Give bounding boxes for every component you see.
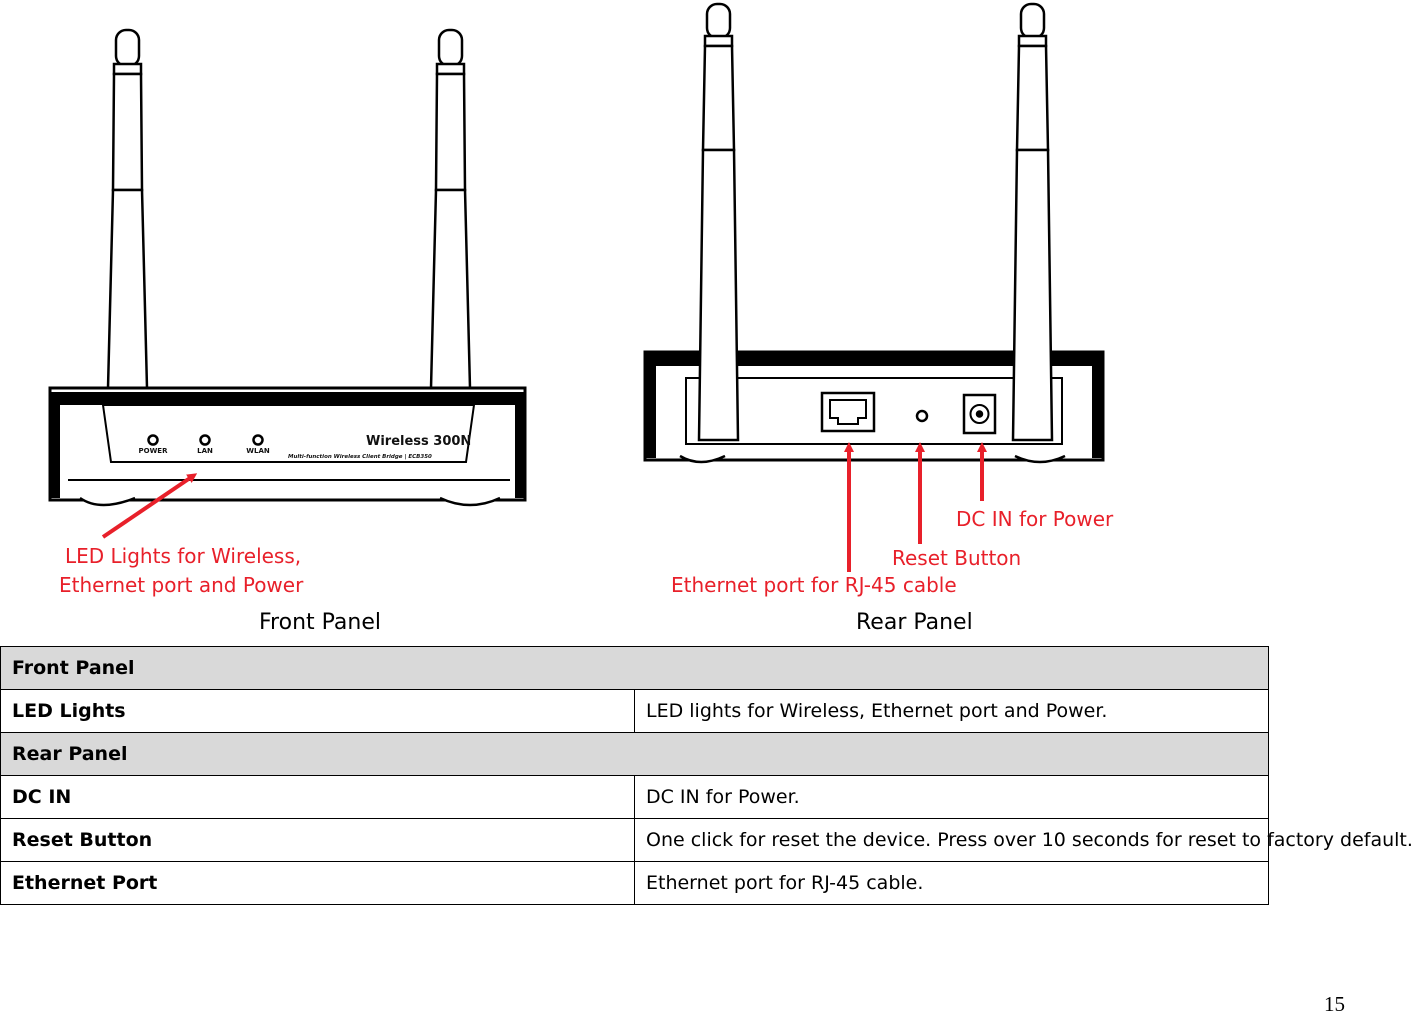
front-panel-caption: Front Panel: [259, 610, 381, 635]
front-panel-section-header: Front Panel: [1, 647, 1269, 690]
table-row: [1, 819, 1269, 862]
power-led: [149, 436, 158, 445]
wlan-led: [254, 436, 263, 445]
table-section-row: [1, 733, 1269, 776]
rear-right-antenna: [1013, 4, 1052, 440]
row-key-ethernet-port: Ethernet Port: [1, 862, 635, 905]
panel-spec-table: [0, 646, 1413, 905]
table-section-row: [1, 647, 1269, 690]
table-row: [1, 690, 1269, 733]
ethernet-callout: Ethernet port for RJ-45 cable: [671, 573, 957, 597]
front-callout-line-1: LED Lights for Wireless,: [65, 544, 302, 568]
lan-led: [201, 436, 210, 445]
led-label-wlan: WLAN: [246, 447, 270, 455]
front-right-antenna: [431, 30, 470, 388]
reset-callout: Reset Button: [892, 546, 1022, 570]
table-row: [1, 862, 1269, 905]
rear-panel-section-header: Rear Panel: [1, 733, 1269, 776]
table-row: [1, 776, 1269, 819]
page-number: 15: [1324, 992, 1345, 1016]
reset-hole: [917, 411, 927, 421]
row-key-reset-button: Reset Button: [1, 819, 635, 862]
device-subtitle: Multi-function Wireless Client Bridge | ECB350: [288, 454, 432, 460]
front-callout-line-2: Ethernet port and Power: [59, 573, 304, 597]
rear-device: [645, 4, 1103, 462]
led-label-power: POWER: [138, 447, 168, 455]
rear-left-antenna: [699, 4, 738, 440]
row-value-led-lights: LED lights for Wireless, Ethernet port and Power.: [635, 690, 1269, 733]
dc-in-callout: DC IN for Power: [956, 507, 1114, 531]
dc-in-jack: [964, 395, 995, 433]
row-value-dc-in: DC IN for Power.: [635, 776, 1269, 819]
rear-panel-caption: Rear Panel: [856, 610, 973, 635]
row-value-ethernet-port: Ethernet port for RJ-45 cable.: [635, 862, 1269, 905]
rj45-port: [822, 393, 874, 431]
row-key-led-lights: LED Lights: [1, 690, 635, 733]
led-label-lan: LAN: [197, 447, 213, 455]
row-key-dc-in: DC IN: [1, 776, 635, 819]
front-left-antenna: [108, 30, 147, 388]
brand-logo: Wireless 300N: [366, 434, 472, 449]
row-value-reset-button: One click for reset the device. Press over 10 seconds for reset to factory default.: [635, 819, 1269, 862]
